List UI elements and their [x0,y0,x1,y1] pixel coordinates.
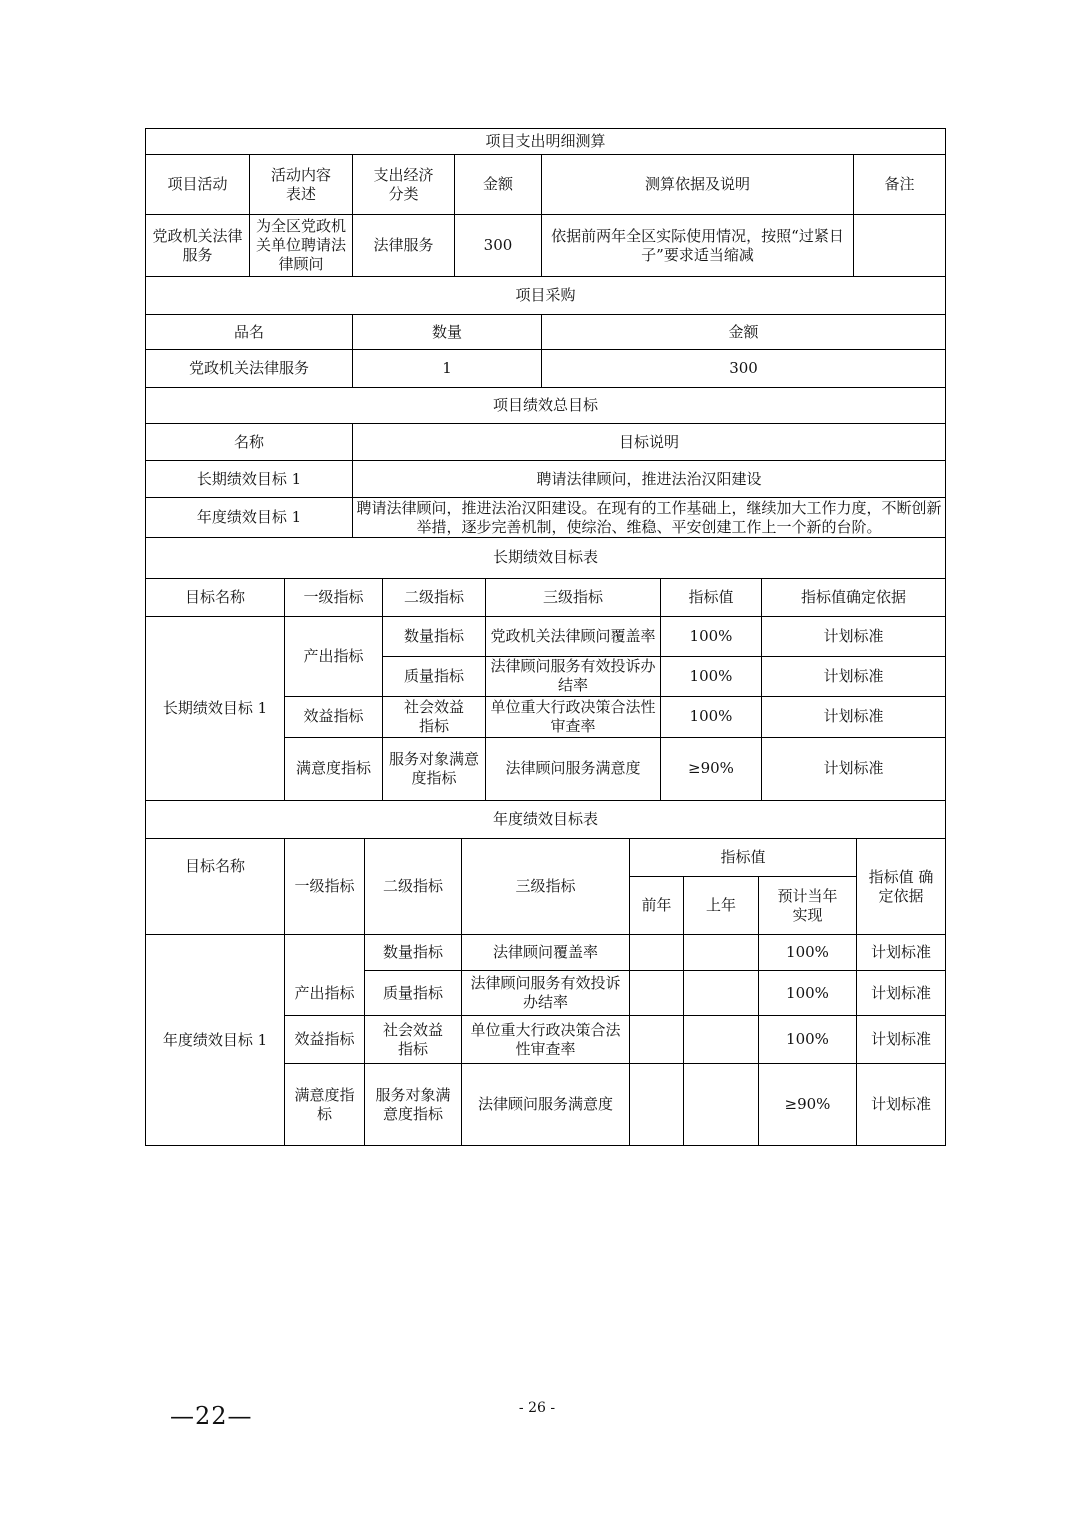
lt-value: 100% [661,696,762,737]
col-header-amount: 金额 [455,155,542,215]
lt-value: 100% [661,616,762,656]
an-header-target: 目标名称 [146,839,285,935]
long-term-goals-table [145,538,946,801]
lt-level3: 法律顾问服务有效投诉办结率 [486,656,661,696]
an-level3: 单位重大行政决策合法性审查率 [462,1016,630,1064]
procurement-header-amount: 金额 [542,315,946,350]
an-basis: 计划标准 [857,1064,946,1146]
an-last [684,935,759,971]
an-last [684,1016,759,1064]
procurement-quantity: 1 [353,350,542,388]
lt-level2: 数量指标 [383,616,486,656]
an-prev [630,1064,684,1146]
procurement-header-name: 品名 [146,315,353,350]
an-header-basis: 指标值 确定依据 [857,839,946,935]
col-header-note: 备注 [854,155,946,215]
an-basis: 计划标准 [857,935,946,971]
lt-basis: 计划标准 [762,616,946,656]
an-level2: 服务对象满意度指标 [365,1064,462,1146]
lt-header-level3: 三级指标 [486,578,661,616]
lt-value: ≥90% [661,737,762,800]
an-level3: 法律顾问覆盖率 [462,935,630,971]
long-term-title: 长期绩效目标表 [146,538,946,578]
an-basis: 计划标准 [857,1016,946,1064]
an-last [684,1064,759,1146]
lt-header-level1: 一级指标 [285,578,383,616]
an-target-name: 年度绩效目标 1 [146,935,285,1146]
an-level3: 法律顾问服务有效投诉办结率 [462,971,630,1016]
an-level1-satisfaction: 满意度指标 [285,1064,365,1146]
procurement-amount: 300 [542,350,946,388]
lt-header-level2: 二级指标 [383,578,486,616]
an-prev [630,935,684,971]
lt-level2: 服务对象满意度指标 [383,737,486,800]
overall-annual-name: 年度绩效目标 1 [146,498,353,538]
col-header-category: 支出经济分类 [353,155,455,215]
detail-title: 项目支出明细测算 [146,129,946,155]
lt-level2: 社会效益指标 [383,696,486,737]
an-level1-benefit: 效益指标 [285,1016,365,1064]
detail-basis: 依据前两年全区实际使用情况，按照“过紧日子”要求适当缩减 [542,215,854,277]
an-level2: 社会效益指标 [365,1016,462,1064]
lt-value: 100% [661,656,762,696]
expenditure-detail-table [145,128,946,538]
an-level2: 质量指标 [365,971,462,1016]
an-expected: 100% [759,971,857,1016]
annual-goals-table [145,801,946,1147]
an-prev [630,971,684,1016]
an-header-value: 指标值 [630,839,857,877]
lt-level3: 单位重大行政决策合法性审查率 [486,696,661,737]
lt-header-target: 目标名称 [146,578,285,616]
lt-header-value: 指标值 [661,578,762,616]
procurement-title: 项目采购 [146,277,946,315]
an-level3: 法律顾问服务满意度 [462,1064,630,1146]
an-expected: ≥90% [759,1064,857,1146]
an-header-last-year: 上年 [684,877,759,935]
lt-level1-satisfaction: 满意度指标 [285,737,383,800]
procurement-name: 党政机关法律服务 [146,350,353,388]
an-header-level2: 二级指标 [365,839,462,935]
overall-goals-title: 项目绩效总目标 [146,388,946,424]
detail-activity: 党政机关法律服务 [146,215,250,277]
an-header-prev-year: 前年 [630,877,684,935]
detail-content: 为全区党政机关单位聘请法律顾问 [250,215,353,277]
col-header-basis: 测算依据及说明 [542,155,854,215]
an-level1-output: 产出指标 [285,935,365,1016]
an-header-level1: 一级指标 [285,839,365,935]
detail-category: 法律服务 [353,215,455,277]
detail-note [854,215,946,277]
lt-level1-output: 产出指标 [285,616,383,696]
book-page-number: —22— [170,1402,253,1430]
page-number: - 26 - [518,1400,556,1416]
lt-level2: 质量指标 [383,656,486,696]
lt-level3: 党政机关法律顾问覆盖率 [486,616,661,656]
lt-level3: 法律顾问服务满意度 [486,737,661,800]
lt-basis: 计划标准 [762,656,946,696]
lt-basis: 计划标准 [762,737,946,800]
an-prev [630,1016,684,1064]
annual-title: 年度绩效目标表 [146,801,946,839]
lt-header-basis: 指标值确定依据 [762,578,946,616]
detail-amount: 300 [455,215,542,277]
lt-basis: 计划标准 [762,696,946,737]
col-header-content: 活动内容表述 [250,155,353,215]
an-level2: 数量指标 [365,935,462,971]
overall-header-desc: 目标说明 [353,424,946,461]
lt-level1-benefit: 效益指标 [285,696,383,737]
budget-sheet [145,128,945,1146]
an-last [684,971,759,1016]
overall-long-desc: 聘请法律顾问，推进法治汉阳建设 [353,461,946,498]
overall-annual-desc: 聘请法律顾问，推进法治汉阳建设。在现有的工作基础上，继续加大工作力度，不断创新举措，逐步完善机制，使综治、维稳、平安创建工作上一个新的台阶。 [353,498,946,538]
lt-target-name: 长期绩效目标 1 [146,616,285,800]
an-header-level3: 三级指标 [462,839,630,935]
an-header-expected: 预计当年实现 [759,877,857,935]
an-basis: 计划标准 [857,971,946,1016]
col-header-activity: 项目活动 [146,155,250,215]
an-expected: 100% [759,1016,857,1064]
overall-long-name: 长期绩效目标 1 [146,461,353,498]
overall-header-name: 名称 [146,424,353,461]
an-expected: 100% [759,935,857,971]
procurement-header-quantity: 数量 [353,315,542,350]
